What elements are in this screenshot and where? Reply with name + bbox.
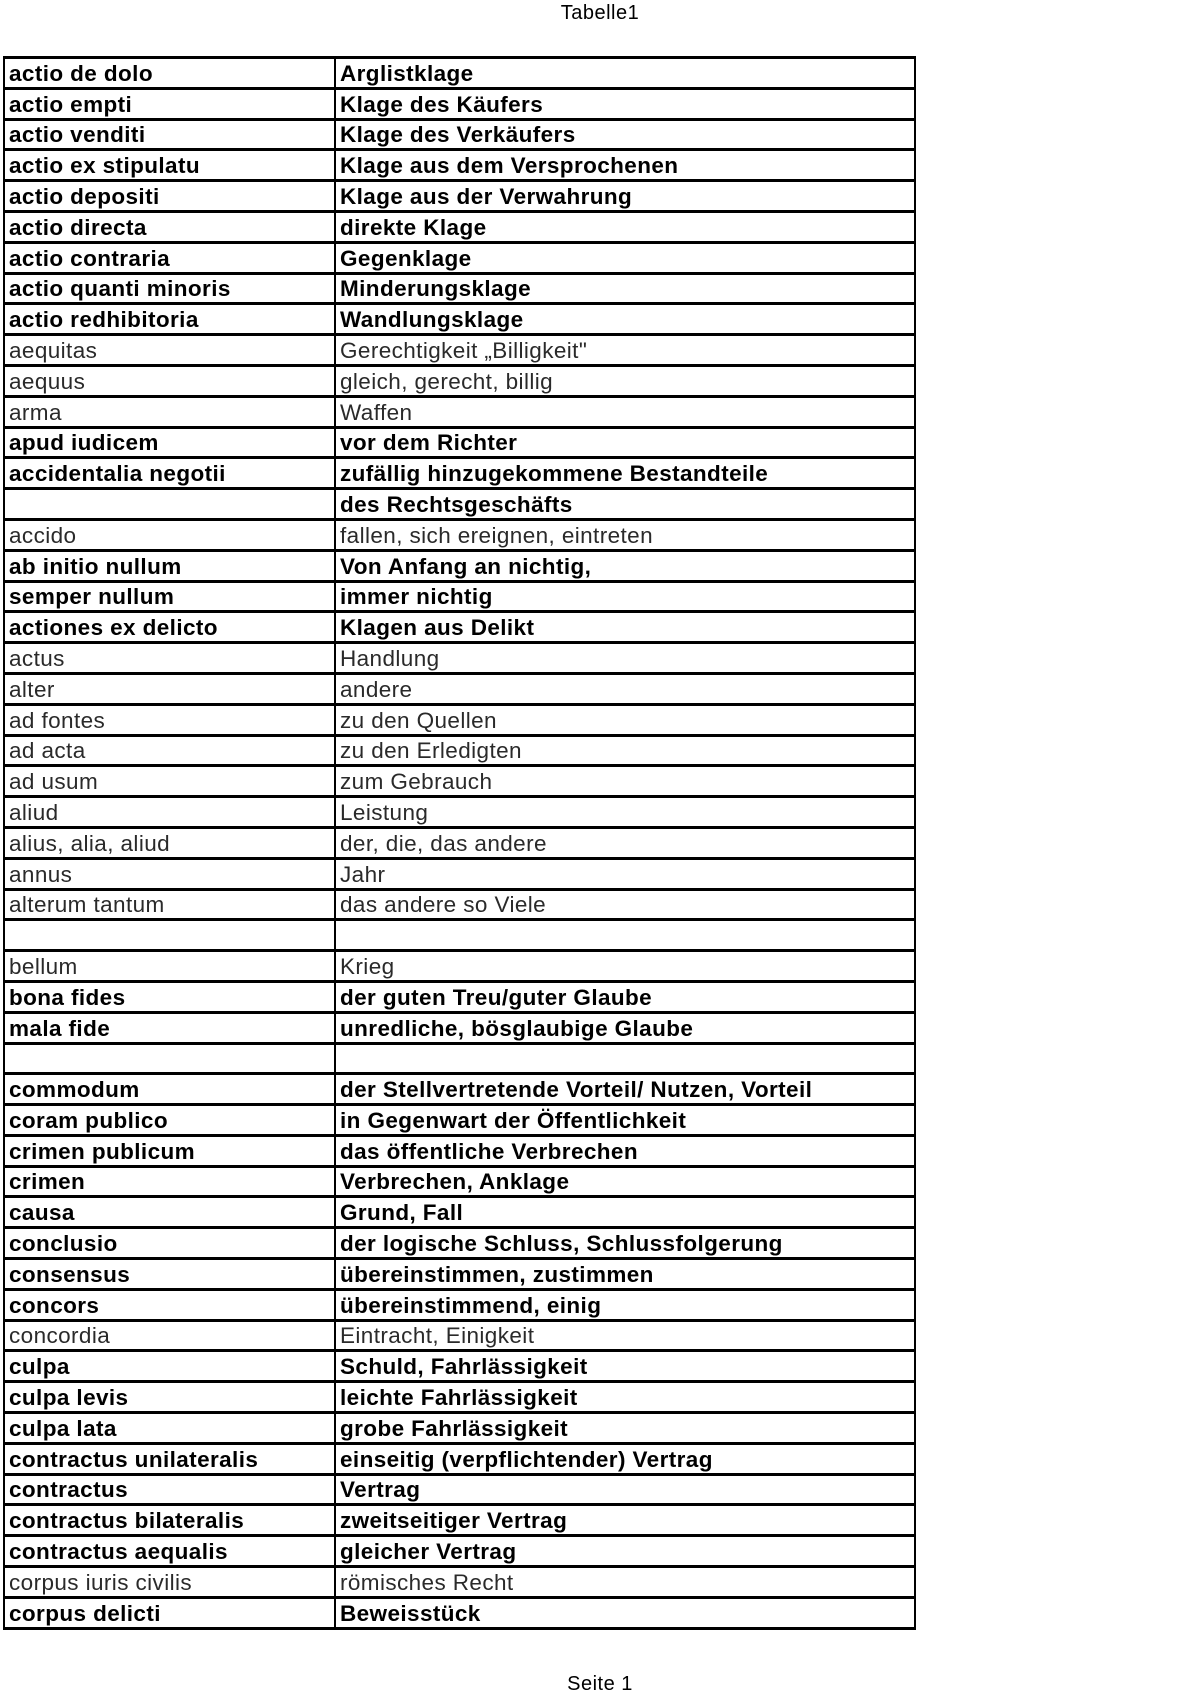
table-row xyxy=(4,951,915,982)
latin-term-cell: ab initio nullum xyxy=(4,550,335,581)
table-row xyxy=(4,119,915,150)
latin-term-cell: commodum xyxy=(4,1074,335,1105)
german-translation-cell: einseitig (verpflichtender) Vertrag xyxy=(335,1443,915,1474)
table-row xyxy=(4,550,915,581)
german-translation-cell: unredliche, bösglaubige Glaube xyxy=(335,1012,915,1043)
latin-term-cell: actio depositi xyxy=(4,181,335,212)
table-row xyxy=(4,242,915,273)
table-row xyxy=(4,643,915,674)
latin-term-cell: arma xyxy=(4,396,335,427)
table-row xyxy=(4,581,915,612)
table-row xyxy=(4,58,915,89)
german-translation-cell: Klage aus dem Versprochenen xyxy=(335,150,915,181)
german-translation-cell: Klage aus der Verwahrung xyxy=(335,181,915,212)
table-row xyxy=(4,797,915,828)
latin-term-cell xyxy=(4,1043,335,1074)
table-row xyxy=(4,181,915,212)
german-translation-cell xyxy=(335,920,915,951)
latin-term-cell: actio directa xyxy=(4,211,335,242)
latin-term-cell: contractus aequalis xyxy=(4,1536,335,1567)
table-row xyxy=(4,1289,915,1320)
latin-term-cell: contractus bilateralis xyxy=(4,1505,335,1536)
latin-term-cell: culpa xyxy=(4,1351,335,1382)
latin-term-cell xyxy=(4,489,335,520)
german-translation-cell: Waffen xyxy=(335,396,915,427)
latin-term-cell: accidentalia negotii xyxy=(4,458,335,489)
latin-term-cell: alter xyxy=(4,673,335,704)
german-translation-cell: Von Anfang an nichtig, xyxy=(335,550,915,581)
german-translation-cell: der logische Schluss, Schlussfolgerung xyxy=(335,1228,915,1259)
table-row xyxy=(4,1413,915,1444)
german-translation-cell: fallen, sich ereignen, eintreten xyxy=(335,519,915,550)
table-row xyxy=(4,335,915,366)
table-row xyxy=(4,458,915,489)
german-translation-cell: das öffentliche Verbrechen xyxy=(335,1135,915,1166)
latin-term-cell: bellum xyxy=(4,951,335,982)
latin-term-cell: bona fides xyxy=(4,981,335,1012)
table-row xyxy=(4,766,915,797)
german-translation-cell: zu den Erledigten xyxy=(335,735,915,766)
table-row xyxy=(4,211,915,242)
table-row xyxy=(4,1474,915,1505)
german-translation-cell: immer nichtig xyxy=(335,581,915,612)
table-row xyxy=(4,704,915,735)
table-row xyxy=(4,396,915,427)
german-translation-cell: der guten Treu/guter Glaube xyxy=(335,981,915,1012)
latin-term-cell: culpa lata xyxy=(4,1413,335,1444)
latin-term-cell: actio de dolo xyxy=(4,58,335,89)
latin-term-cell: ad acta xyxy=(4,735,335,766)
table-row xyxy=(4,1320,915,1351)
table-row xyxy=(4,273,915,304)
german-translation-cell: Grund, Fall xyxy=(335,1197,915,1228)
german-translation-cell: Wandlungsklage xyxy=(335,304,915,335)
table-row xyxy=(4,519,915,550)
latin-term-cell: annus xyxy=(4,858,335,889)
latin-term-cell: coram publico xyxy=(4,1105,335,1136)
table-row xyxy=(4,150,915,181)
german-translation-cell: der Stellvertretende Vorteil/ Nutzen, Vorteil xyxy=(335,1074,915,1105)
latin-term-cell: concordia xyxy=(4,1320,335,1351)
table-row xyxy=(4,1105,915,1136)
german-translation-cell: zufällig hinzugekommene Bestandteile xyxy=(335,458,915,489)
latin-term-cell: mala fide xyxy=(4,1012,335,1043)
german-translation-cell: Minderungsklage xyxy=(335,273,915,304)
latin-term-cell: alius, alia, aliud xyxy=(4,827,335,858)
table-row xyxy=(4,365,915,396)
latin-term-cell: actus xyxy=(4,643,335,674)
german-translation-cell: Arglistklage xyxy=(335,58,915,89)
german-translation-cell: Krieg xyxy=(335,951,915,982)
latin-term-cell: actio ex stipulatu xyxy=(4,150,335,181)
latin-term-cell: accido xyxy=(4,519,335,550)
german-translation-cell: grobe Fahrlässigkeit xyxy=(335,1413,915,1444)
german-translation-cell: gleicher Vertrag xyxy=(335,1536,915,1567)
latin-term-cell: contractus unilateralis xyxy=(4,1443,335,1474)
latin-term-cell: culpa levis xyxy=(4,1382,335,1413)
german-translation-cell: direkte Klage xyxy=(335,211,915,242)
table-row xyxy=(4,1536,915,1567)
latin-term-cell: conclusio xyxy=(4,1228,335,1259)
german-translation-cell: das andere so Viele xyxy=(335,889,915,920)
german-translation-cell: der, die, das andere xyxy=(335,827,915,858)
german-translation-cell: Handlung xyxy=(335,643,915,674)
page-header-title: Tabelle1 xyxy=(560,2,640,24)
german-translation-cell: Eintracht, Einigkeit xyxy=(335,1320,915,1351)
table-row xyxy=(4,1259,915,1290)
glossary-table xyxy=(3,56,916,1630)
latin-term-cell: actio quanti minoris xyxy=(4,273,335,304)
german-translation-cell: in Gegenwart der Öffentlichkeit xyxy=(335,1105,915,1136)
table-row xyxy=(4,827,915,858)
latin-term-cell: corpus delicti xyxy=(4,1597,335,1628)
table-row xyxy=(4,88,915,119)
german-translation-cell: Verbrechen, Anklage xyxy=(335,1166,915,1197)
german-translation-cell: zu den Quellen xyxy=(335,704,915,735)
latin-term-cell: ad fontes xyxy=(4,704,335,735)
table-row xyxy=(4,981,915,1012)
latin-term-cell: aliud xyxy=(4,797,335,828)
latin-term-cell: aequus xyxy=(4,365,335,396)
table-row xyxy=(4,673,915,704)
latin-term-cell: causa xyxy=(4,1197,335,1228)
german-translation-cell: Vertrag xyxy=(335,1474,915,1505)
page-footer-number: Seite 1 xyxy=(567,1673,633,1695)
german-translation-cell: des Rechtsgeschäfts xyxy=(335,489,915,520)
latin-term-cell: actio redhibitoria xyxy=(4,304,335,335)
table-row xyxy=(4,427,915,458)
latin-term-cell: actio empti xyxy=(4,88,335,119)
german-translation-cell: zweitseitiger Vertrag xyxy=(335,1505,915,1536)
german-translation-cell: Klage des Verkäufers xyxy=(335,119,915,150)
german-translation-cell: zum Gebrauch xyxy=(335,766,915,797)
table-row xyxy=(4,1505,915,1536)
german-translation-cell: übereinstimmen, zustimmen xyxy=(335,1259,915,1290)
table-row xyxy=(4,1351,915,1382)
table-row xyxy=(4,735,915,766)
table-row xyxy=(4,1197,915,1228)
table-row xyxy=(4,304,915,335)
german-translation-cell: Klagen aus Delikt xyxy=(335,612,915,643)
table-row xyxy=(4,1567,915,1598)
table-row xyxy=(4,1074,915,1105)
german-translation-cell: Gerechtigkeit „Billigkeit" xyxy=(335,335,915,366)
latin-term-cell: concors xyxy=(4,1289,335,1320)
latin-term-cell: actio contraria xyxy=(4,242,335,273)
table-row xyxy=(4,1597,915,1628)
german-translation-cell: andere xyxy=(335,673,915,704)
latin-term-cell: consensus xyxy=(4,1259,335,1290)
table-row xyxy=(4,889,915,920)
latin-term-cell: aequitas xyxy=(4,335,335,366)
glossary-table-body xyxy=(4,58,915,1629)
german-translation-cell: Klage des Käufers xyxy=(335,88,915,119)
german-translation-cell: Schuld, Fahrlässigkeit xyxy=(335,1351,915,1382)
table-row xyxy=(4,489,915,520)
german-translation-cell: Beweisstück xyxy=(335,1597,915,1628)
german-translation-cell: vor dem Richter xyxy=(335,427,915,458)
table-row xyxy=(4,920,915,951)
table-row xyxy=(4,1382,915,1413)
latin-term-cell: semper nullum xyxy=(4,581,335,612)
german-translation-cell: Gegenklage xyxy=(335,242,915,273)
german-translation-cell: leichte Fahrlässigkeit xyxy=(335,1382,915,1413)
german-translation-cell: Leistung xyxy=(335,797,915,828)
latin-term-cell: crimen publicum xyxy=(4,1135,335,1166)
table-row xyxy=(4,1166,915,1197)
latin-term-cell: ad usum xyxy=(4,766,335,797)
german-translation-cell: Jahr xyxy=(335,858,915,889)
table-row xyxy=(4,1012,915,1043)
german-translation-cell: übereinstimmend, einig xyxy=(335,1289,915,1320)
latin-term-cell: apud iudicem xyxy=(4,427,335,458)
german-translation-cell: gleich, gerecht, billig xyxy=(335,365,915,396)
german-translation-cell xyxy=(335,1043,915,1074)
latin-term-cell: actiones ex delicto xyxy=(4,612,335,643)
latin-term-cell: corpus iuris civilis xyxy=(4,1567,335,1598)
table-row xyxy=(4,1228,915,1259)
latin-term-cell: contractus xyxy=(4,1474,335,1505)
latin-term-cell xyxy=(4,920,335,951)
table-row xyxy=(4,1443,915,1474)
table-row xyxy=(4,1043,915,1074)
table-row xyxy=(4,1135,915,1166)
german-translation-cell: römisches Recht xyxy=(335,1567,915,1598)
latin-term-cell: alterum tantum xyxy=(4,889,335,920)
table-row xyxy=(4,858,915,889)
table-row xyxy=(4,612,915,643)
latin-term-cell: crimen xyxy=(4,1166,335,1197)
latin-term-cell: actio venditi xyxy=(4,119,335,150)
